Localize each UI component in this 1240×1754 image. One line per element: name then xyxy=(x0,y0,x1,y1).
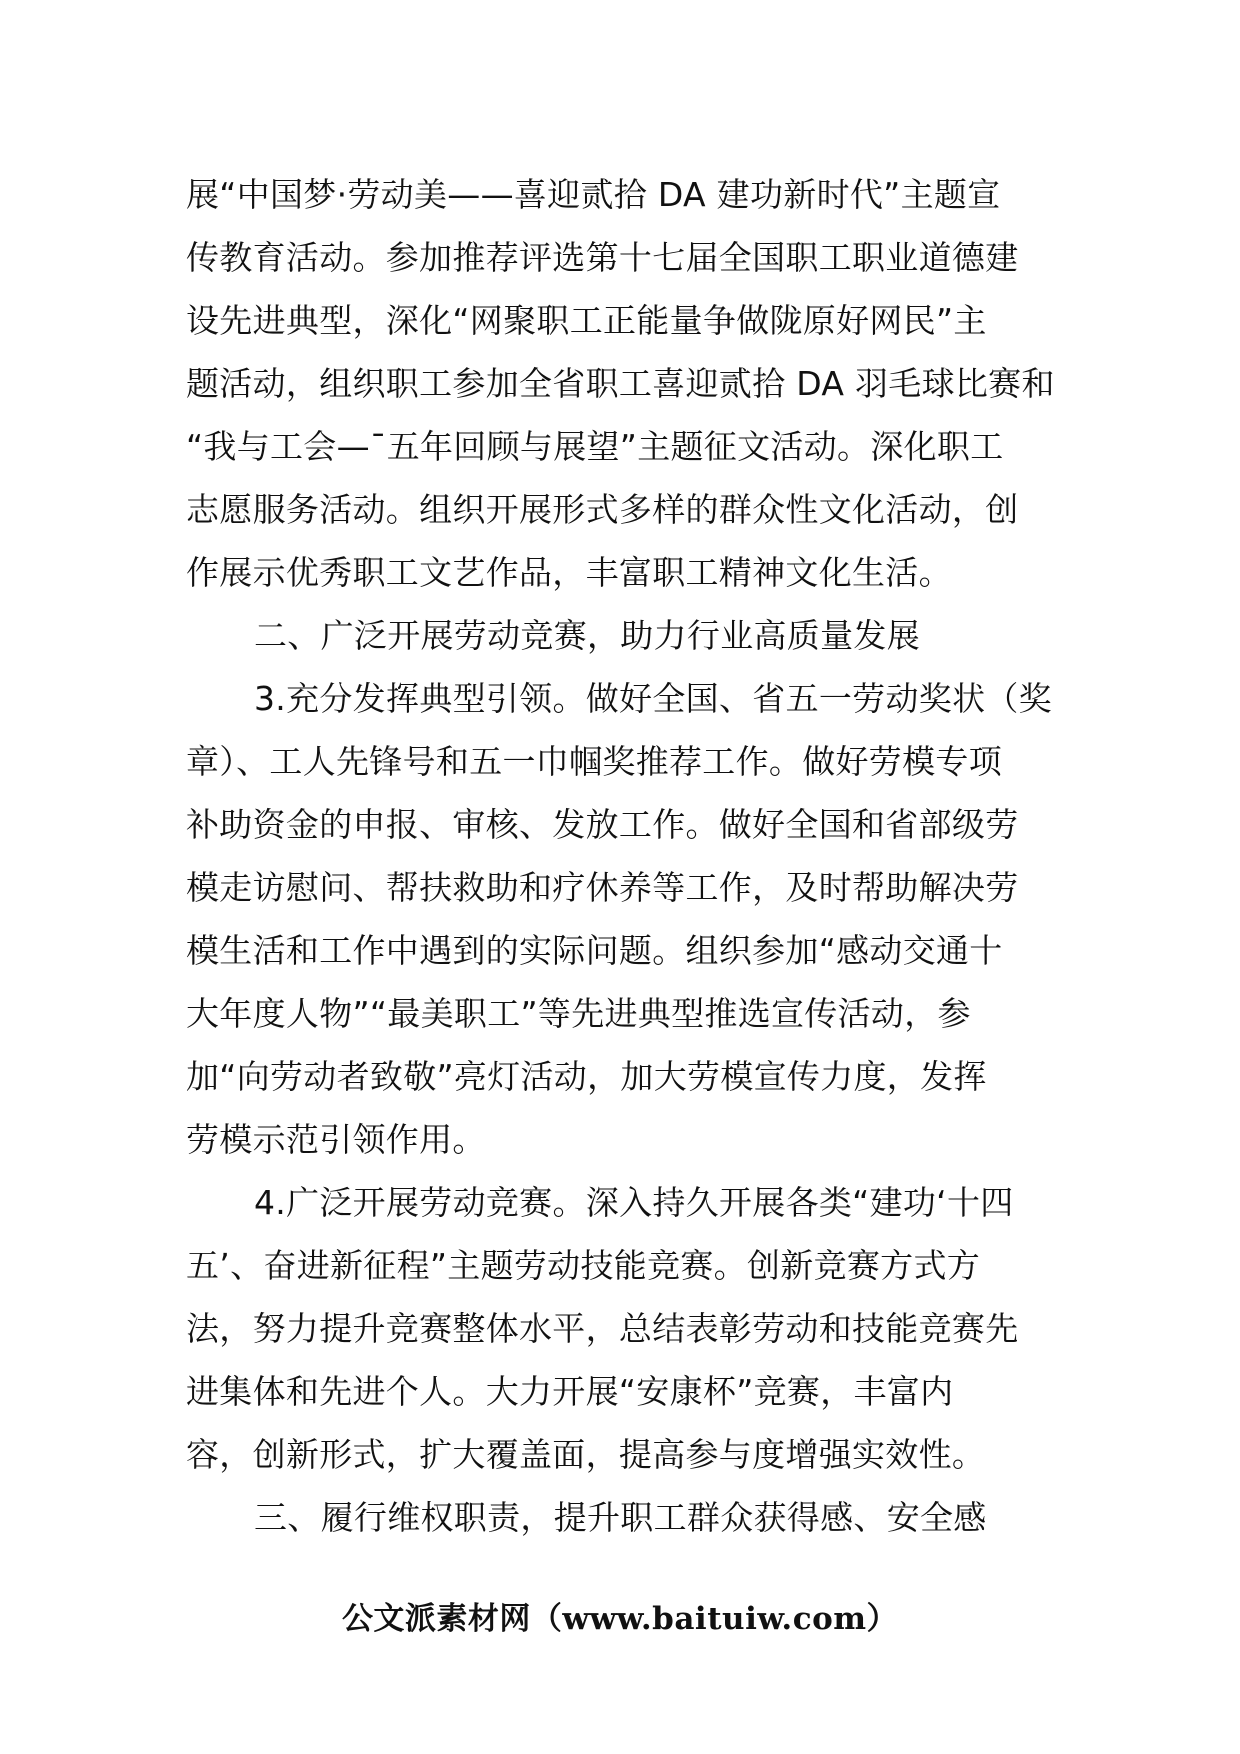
paragraph-line: “我与工会—ˉ五年回顾与展望”主题征文活动。深化职工 xyxy=(186,427,1004,466)
paragraph-line: 题活动，组织职工参加全省职工喜迎贰拾 DA 羽毛球比赛和 xyxy=(186,364,1055,403)
section-heading: 二、广泛开展劳动竞赛，助力行业高质量发展 xyxy=(254,616,920,655)
paragraph-line: 传教育活动。参加推荐评选第十七届全国职工职业道德建 xyxy=(186,238,1019,277)
paragraph-line: 补助资金的申报、审核、发放工作。做好全国和省部级劳 xyxy=(186,805,1019,844)
paragraph-line: 劳模示范引领作用。 xyxy=(186,1120,486,1159)
paragraph-line: 加“向劳动者致敬”亮灯活动，加大劳模宣传力度，发挥 xyxy=(186,1057,987,1096)
paragraph-line: 4.广泛开展劳动竞赛。深入持久开展各类“建功‘十四 xyxy=(254,1183,1014,1222)
footer-watermark: 公文派素材网（www.baituiw.com） xyxy=(341,1601,899,1637)
paragraph-line: 五’、奋进新征程”主题劳动技能竞赛。创新竞赛方式方 xyxy=(186,1246,981,1285)
paragraph-line: 志愿服务活动。组织开展形式多样的群众性文化活动，创 xyxy=(186,490,1019,529)
paragraph-line: 大年度人物”“最美职工”等先进典型推选宣传活动，参 xyxy=(186,994,971,1033)
section-heading: 三、履行维权职责，提升职工群众获得感、安全感 xyxy=(254,1498,987,1537)
paragraph-line: 展“中国梦·劳动美——喜迎贰拾 DA 建功新时代”主题宣 xyxy=(186,175,1001,214)
paragraph-line: 设先进典型，深化“网聚职工正能量争做陇原好网民”主 xyxy=(186,301,987,340)
paragraph-line: 模走访慰问、帮扶救助和疗休养等工作，及时帮助解决劳 xyxy=(186,868,1019,907)
paragraph-line: 作展示优秀职工文艺作品，丰富职工精神文化生活。 xyxy=(186,553,952,592)
paragraph-line: 法，努力提升竞赛整体水平，总结表彰劳动和技能竞赛先 xyxy=(186,1309,1019,1348)
paragraph-line: 章）、工人先锋号和五一巾帼奖推荐工作。做好劳模专项 xyxy=(186,742,1002,781)
paragraph-line: 3.充分发挥典型引领。做好全国、省五一劳动奖状（奖 xyxy=(254,679,1052,718)
paragraph-line: 容，创新形式，扩大覆盖面，提高参与度增强实效性。 xyxy=(186,1435,986,1474)
paragraph-line: 模生活和工作中遇到的实际问题。组织参加“感动交通十 xyxy=(186,931,1003,970)
paragraph-line: 进集体和先进个人。大力开展“安康杯”竞赛，丰富内 xyxy=(186,1372,954,1411)
